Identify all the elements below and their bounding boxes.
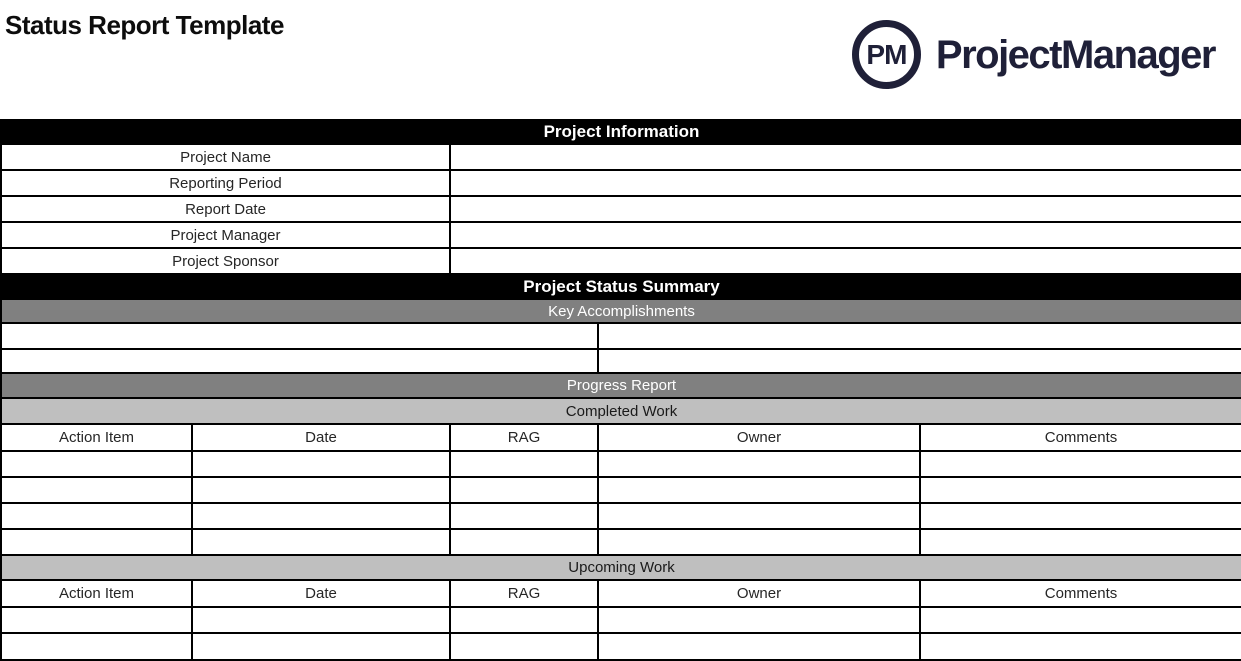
- completed-work-cell[interactable]: [450, 529, 598, 555]
- table-row: [1, 529, 1241, 555]
- pm-logo-icon: [852, 20, 921, 89]
- key-accomplishments-cell[interactable]: [598, 349, 1241, 373]
- completed-work-cell[interactable]: [1, 477, 192, 503]
- key-accomplishments-cell[interactable]: [598, 323, 1241, 349]
- section-header-project-status-summary: Project Status Summary: [1, 274, 1241, 299]
- key-accomplishments-cell[interactable]: [1, 323, 598, 349]
- field-label-project-sponsor: Project Sponsor: [1, 248, 450, 274]
- field-value-reporting-period[interactable]: [450, 170, 1241, 196]
- upcoming-work-cell[interactable]: [598, 633, 920, 660]
- section-header-project-information: Project Information: [1, 120, 1241, 144]
- column-header-date: Date: [192, 424, 450, 451]
- completed-work-cell[interactable]: [192, 529, 450, 555]
- column-header-date: Date: [192, 580, 450, 607]
- completed-work-cell[interactable]: [920, 451, 1241, 477]
- field-label-project-manager: Project Manager: [1, 222, 450, 248]
- upcoming-work-cell[interactable]: [920, 607, 1241, 633]
- completed-work-cell[interactable]: [450, 451, 598, 477]
- document-header: [0, 0, 1241, 119]
- column-header-comments: Comments: [920, 424, 1241, 451]
- upcoming-work-cell[interactable]: [450, 607, 598, 633]
- subsection-header-key-accomplishments: Key Accomplishments: [1, 299, 1241, 323]
- completed-work-cell[interactable]: [920, 529, 1241, 555]
- table-row: [1, 451, 1241, 477]
- completed-work-cell[interactable]: [192, 477, 450, 503]
- completed-work-cell[interactable]: [192, 503, 450, 529]
- table-row: [1, 633, 1241, 660]
- page-title: Status Report Template: [5, 10, 284, 40]
- upcoming-work-cell[interactable]: [920, 633, 1241, 660]
- key-accomplishments-cell[interactable]: [1, 349, 598, 373]
- group-header-upcoming-work: Upcoming Work: [1, 555, 1241, 580]
- table-row: [1, 477, 1241, 503]
- field-value-project-sponsor[interactable]: [450, 248, 1241, 274]
- field-value-report-date[interactable]: [450, 196, 1241, 222]
- completed-work-cell[interactable]: [598, 477, 920, 503]
- column-header-owner: Owner: [598, 580, 920, 607]
- completed-work-cell[interactable]: [1, 529, 192, 555]
- field-label-reporting-period: Reporting Period: [1, 170, 450, 196]
- completed-work-cell[interactable]: [450, 477, 598, 503]
- completed-work-cell[interactable]: [920, 503, 1241, 529]
- group-header-completed-work: Completed Work: [1, 398, 1241, 424]
- completed-work-cell[interactable]: [920, 477, 1241, 503]
- completed-work-cell[interactable]: [598, 503, 920, 529]
- field-label-project-name: Project Name: [1, 144, 450, 170]
- completed-work-cell[interactable]: [598, 529, 920, 555]
- completed-work-cell[interactable]: [598, 451, 920, 477]
- column-header-owner: Owner: [598, 424, 920, 451]
- subsection-header-progress-report: Progress Report: [1, 373, 1241, 398]
- field-label-report-date: Report Date: [1, 196, 450, 222]
- field-value-project-manager[interactable]: [450, 222, 1241, 248]
- column-header-action-item: Action Item: [1, 580, 192, 607]
- upcoming-work-cell[interactable]: [1, 633, 192, 660]
- pm-logo-monogram: PM: [866, 38, 907, 70]
- column-header-rag: RAG: [450, 424, 598, 451]
- upcoming-work-cell[interactable]: [450, 633, 598, 660]
- upcoming-work-cell[interactable]: [1, 607, 192, 633]
- logo-wordmark: ProjectManager: [935, 32, 1215, 77]
- projectmanager-logo: [852, 20, 1215, 89]
- upcoming-work-cell[interactable]: [192, 633, 450, 660]
- column-header-rag: RAG: [450, 580, 598, 607]
- table-row: [1, 607, 1241, 633]
- upcoming-work-cell[interactable]: [192, 607, 450, 633]
- completed-work-cell[interactable]: [450, 503, 598, 529]
- field-value-project-name[interactable]: [450, 144, 1241, 170]
- column-header-comments: Comments: [920, 580, 1241, 607]
- status-report-sheet: [0, 119, 1241, 661]
- completed-work-cell[interactable]: [1, 451, 192, 477]
- upcoming-work-cell[interactable]: [598, 607, 920, 633]
- completed-work-cell[interactable]: [192, 451, 450, 477]
- column-header-action-item: Action Item: [1, 424, 192, 451]
- completed-work-cell[interactable]: [1, 503, 192, 529]
- table-row: [1, 503, 1241, 529]
